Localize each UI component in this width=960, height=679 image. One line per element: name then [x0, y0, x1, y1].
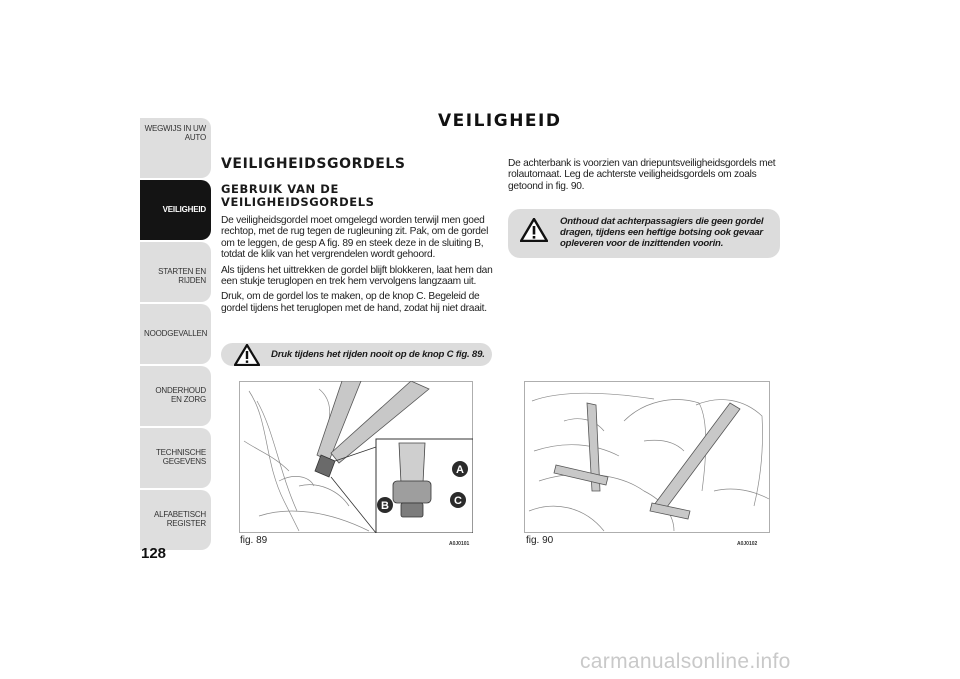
page-number: 128 — [141, 545, 167, 562]
tab-label: ALFABETISCH REGISTER — [153, 510, 206, 528]
tab-wegwijs[interactable] — [140, 118, 211, 178]
warning-triangle-icon — [520, 218, 548, 242]
paragraph: De achterbank is voorzien van driepuntsveiligheidsgordels met rolautomaat. Leg de achterste veiligheidsgordels om zoals getoond in fig. 90. — [508, 158, 776, 192]
tab-label: STARTEN EN RIJDEN — [158, 267, 206, 285]
chapter-title: VEILIGHEID — [438, 111, 562, 131]
callout-label: A — [456, 464, 464, 476]
rear-seat-belts-illustration — [524, 381, 770, 533]
sub-title: GEBRUIK VAN DE VEILIGHEIDSGORDELS — [221, 182, 375, 209]
tab-label: TECHNISCHE GEGEVENS — [155, 448, 206, 466]
seatbelt-buckle-illustration — [239, 381, 473, 533]
callout-a — [452, 461, 468, 477]
paragraph: De veiligheidsgordel moet omgelegd worden terwijl men goed rechtop, met de rug tegen de rugleuning zit. Pak, om de gordel om te leggen, de gesp A fig. 89 en steek deze in de sluiting B, totdat de klik van het vergrendelen wordt gehoord. — [221, 215, 489, 261]
tab-label: NOODGEVALLEN — [144, 329, 208, 338]
tab-onderhoud[interactable] — [140, 366, 211, 426]
callout-b — [377, 497, 393, 513]
warning-text: Onthoud dat achterpassagiers die geen gordel dragen, tijdens een heftige botsing ook gevaar opleveren voor de inzittenden voorin. — [560, 216, 764, 249]
tab-label: WEGWIJS IN UW AUTO — [144, 124, 206, 142]
figure-caption: fig. 90 — [526, 535, 554, 546]
tab-technische[interactable] — [140, 428, 211, 488]
watermark: carmanualsonline.info — [580, 650, 791, 673]
callout-c — [450, 492, 466, 508]
callout-label: C — [454, 495, 462, 507]
chapter-tabs — [140, 118, 211, 552]
paragraph: Druk, om de gordel los te maken, op de knop C. Begeleid de gordel tijdens het teruglopen met de hand, zodat hij niet draait. — [221, 291, 487, 314]
figure-caption: fig. 89 — [240, 535, 268, 546]
right-column — [508, 158, 783, 196]
warning-box-left — [221, 343, 492, 366]
tab-noodgevallen[interactable] — [140, 304, 211, 364]
figure-code: A0J0102 — [737, 541, 758, 547]
figure-code: A0J0101 — [449, 541, 470, 547]
warning-text: Druk tijdens het rijden nooit op de knop C fig. 89. — [271, 349, 485, 360]
paragraph: Als tijdens het uittrekken de gordel blijft blokkeren, laat hem dan een stukje teruglopen en trek hem vervolgens langzaam uit. — [221, 264, 493, 288]
tab-label: ONDERHOUD EN ZORG — [155, 386, 206, 404]
tab-alfabetisch[interactable] — [140, 490, 211, 550]
left-column — [221, 215, 496, 318]
warning-triangle-icon — [234, 344, 260, 366]
section-title: VEILIGHEIDSGORDELS — [221, 156, 406, 172]
callout-label: B — [381, 500, 389, 512]
tab-starten[interactable] — [140, 242, 211, 302]
tab-label: VEILIGHEID — [162, 205, 206, 214]
tab-veiligheid[interactable] — [140, 180, 211, 240]
warning-box-right — [508, 209, 780, 258]
